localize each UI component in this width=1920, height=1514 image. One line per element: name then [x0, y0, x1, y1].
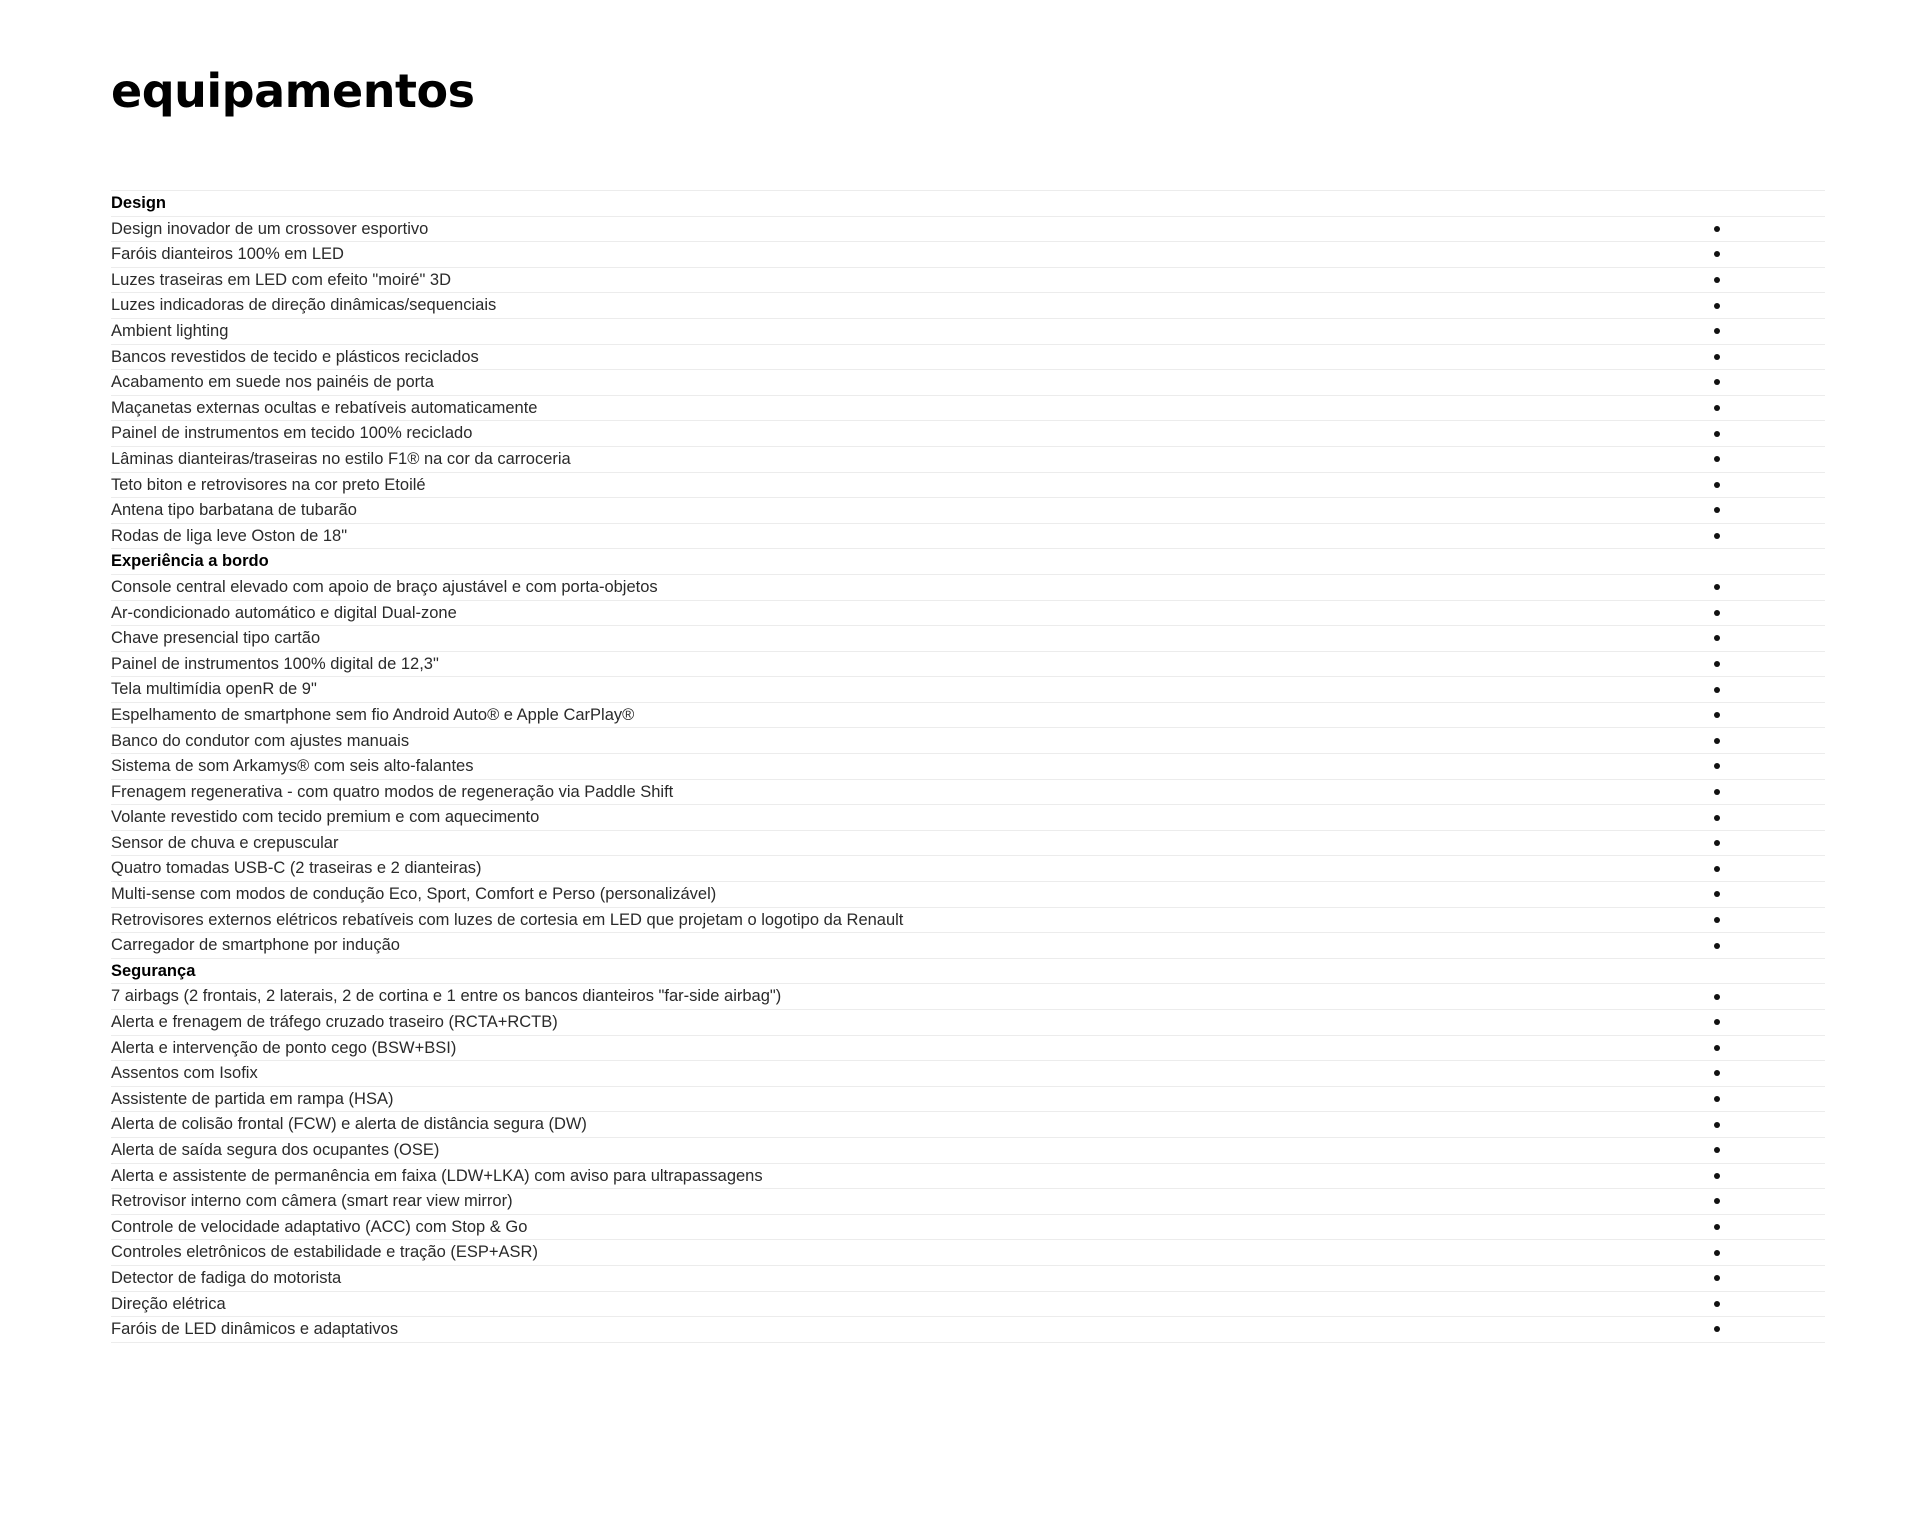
page-title: equipamentos — [111, 64, 475, 118]
table-row — [111, 268, 1825, 294]
availability-bullet-icon — [1714, 661, 1720, 667]
availability-bullet-icon — [1714, 431, 1720, 437]
feature-label: Painel de instrumentos 100% digital de 12,3" — [111, 654, 439, 673]
availability-bullet-icon — [1714, 507, 1720, 513]
section-heading-label: Segurança — [111, 961, 196, 980]
feature-label: Banco do condutor com ajustes manuais — [111, 731, 410, 750]
feature-label: Volante revestido com tecido premium e com aquecimento — [111, 808, 540, 827]
availability-bullet-icon — [1714, 891, 1720, 897]
table-row — [111, 370, 1825, 396]
feature-label: Ambient lighting — [111, 322, 229, 341]
availability-bullet-icon — [1714, 1096, 1720, 1102]
availability-bullet-icon — [1714, 610, 1720, 616]
availability-bullet-icon — [1714, 1147, 1720, 1153]
availability-bullet-icon — [1714, 584, 1720, 590]
table-row — [111, 1292, 1825, 1318]
availability-bullet-icon — [1714, 635, 1720, 641]
feature-label: Faróis dianteiros 100% em LED — [111, 245, 344, 264]
table-row — [111, 345, 1825, 371]
table-row — [111, 1112, 1825, 1138]
availability-bullet-icon — [1714, 840, 1720, 846]
feature-label: Alerta e frenagem de tráfego cruzado traseiro (RCTA+RCTB) — [111, 1013, 558, 1032]
feature-label: Alerta de colisão frontal (FCW) e alerta de distância segura (DW) — [111, 1115, 587, 1134]
availability-bullet-icon — [1714, 763, 1720, 769]
table-row — [111, 856, 1825, 882]
table-row — [111, 703, 1825, 729]
feature-label: Rodas de liga leve Oston de 18" — [111, 526, 348, 545]
feature-label: Luzes indicadoras de direção dinâmicas/sequenciais — [111, 296, 497, 315]
section-heading-label: Design — [111, 194, 167, 213]
table-row — [111, 831, 1825, 857]
availability-bullet-icon — [1714, 687, 1720, 693]
feature-label: Lâminas dianteiras/traseiras no estilo F1® na cor da carroceria — [111, 449, 571, 468]
feature-label: Alerta e assistente de permanência em faixa (LDW+LKA) com aviso para ultrapassagens — [111, 1166, 763, 1185]
feature-label: Alerta e intervenção de ponto cego (BSW+BSI) — [111, 1038, 457, 1057]
availability-bullet-icon — [1714, 1019, 1720, 1025]
availability-bullet-icon — [1714, 789, 1720, 795]
feature-label: Bancos revestidos de tecido e plásticos reciclados — [111, 347, 479, 366]
feature-label: Console central elevado com apoio de braço ajustável e com porta-objetos — [111, 577, 658, 596]
section-heading — [111, 549, 1825, 575]
feature-label: Faróis de LED dinâmicos e adaptativos — [111, 1320, 399, 1339]
table-row — [111, 1240, 1825, 1266]
availability-bullet-icon — [1714, 712, 1720, 718]
availability-bullet-icon — [1714, 328, 1720, 334]
feature-label: Sensor de chuva e crepuscular — [111, 833, 339, 852]
table-row — [111, 626, 1825, 652]
table-row — [111, 447, 1825, 473]
availability-bullet-icon — [1714, 1173, 1720, 1179]
table-row — [111, 524, 1825, 550]
feature-label: 7 airbags (2 frontais, 2 laterais, 2 de cortina e 1 entre os bancos dianteiros "far-side airbag") — [111, 987, 782, 1006]
availability-bullet-icon — [1714, 1250, 1720, 1256]
feature-label: Painel de instrumentos em tecido 100% reciclado — [111, 424, 473, 443]
availability-bullet-icon — [1714, 354, 1720, 360]
table-row — [111, 1317, 1825, 1343]
table-row — [111, 1138, 1825, 1164]
table-row — [111, 473, 1825, 499]
table-row — [111, 908, 1825, 934]
feature-label: Ar-condicionado automático e digital Dual-zone — [111, 603, 457, 622]
feature-label: Luzes traseiras em LED com efeito "moiré" 3D — [111, 270, 452, 289]
availability-bullet-icon — [1714, 1326, 1720, 1332]
table-row — [111, 293, 1825, 319]
feature-label: Antena tipo barbatana de tubarão — [111, 501, 357, 520]
section-heading — [111, 191, 1825, 217]
feature-label: Direção elétrica — [111, 1294, 226, 1313]
feature-label: Chave presencial tipo cartão — [111, 629, 321, 648]
feature-label: Retrovisores externos elétricos rebatíveis com luzes de cortesia em LED que projetam o logotipo da Renault — [111, 910, 904, 929]
table-row — [111, 677, 1825, 703]
availability-bullet-icon — [1714, 943, 1720, 949]
feature-label: Carregador de smartphone por indução — [111, 936, 400, 955]
table-row — [111, 933, 1825, 959]
availability-bullet-icon — [1714, 482, 1720, 488]
availability-bullet-icon — [1714, 994, 1720, 1000]
availability-bullet-icon — [1714, 379, 1720, 385]
feature-label: Espelhamento de smartphone sem fio Android Auto® e Apple CarPlay® — [111, 705, 635, 724]
availability-bullet-icon — [1714, 1301, 1720, 1307]
availability-bullet-icon — [1714, 277, 1720, 283]
table-row — [111, 319, 1825, 345]
table-row — [111, 498, 1825, 524]
feature-label: Quatro tomadas USB-C (2 traseiras e 2 dianteiras) — [111, 859, 482, 878]
table-row — [111, 780, 1825, 806]
table-row — [111, 652, 1825, 678]
table-row — [111, 1189, 1825, 1215]
table-row — [111, 984, 1825, 1010]
table-row — [111, 1036, 1825, 1062]
availability-bullet-icon — [1714, 251, 1720, 257]
section-heading — [111, 959, 1825, 985]
feature-label: Controles eletrônicos de estabilidade e tração (ESP+ASR) — [111, 1243, 538, 1262]
feature-label: Retrovisor interno com câmera (smart rear view mirror) — [111, 1192, 513, 1211]
feature-label: Acabamento em suede nos painéis de porta — [111, 373, 434, 392]
availability-bullet-icon — [1714, 917, 1720, 923]
table-row — [111, 805, 1825, 831]
table-row — [111, 728, 1825, 754]
feature-label: Design inovador de um crossover esportivo — [111, 219, 429, 238]
availability-bullet-icon — [1714, 1045, 1720, 1051]
feature-label: Tela multimídia openR de 9" — [111, 680, 317, 699]
table-row — [111, 217, 1825, 243]
table-row — [111, 882, 1825, 908]
feature-label: Assistente de partida em rampa (HSA) — [111, 1089, 394, 1108]
feature-label: Teto biton e retrovisores na cor preto Etoilé — [111, 475, 426, 494]
availability-bullet-icon — [1714, 1224, 1720, 1230]
equipment-table — [111, 190, 1825, 1343]
availability-bullet-icon — [1714, 866, 1720, 872]
availability-bullet-icon — [1714, 533, 1720, 539]
table-row — [111, 1266, 1825, 1292]
availability-bullet-icon — [1714, 405, 1720, 411]
feature-label: Sistema de som Arkamys® com seis alto-falantes — [111, 757, 474, 776]
table-row — [111, 396, 1825, 422]
section-heading-label: Experiência a bordo — [111, 552, 269, 571]
availability-bullet-icon — [1714, 303, 1720, 309]
availability-bullet-icon — [1714, 226, 1720, 232]
table-row — [111, 1215, 1825, 1241]
feature-label: Alerta de saída segura dos ocupantes (OSE) — [111, 1141, 440, 1160]
table-row — [111, 1061, 1825, 1087]
feature-label: Detector de fadiga do motorista — [111, 1268, 342, 1287]
feature-label: Maçanetas externas ocultas e rebatíveis automaticamente — [111, 398, 538, 417]
availability-bullet-icon — [1714, 1070, 1720, 1076]
table-row — [111, 754, 1825, 780]
table-row — [111, 1164, 1825, 1190]
availability-bullet-icon — [1714, 815, 1720, 821]
table-row — [111, 421, 1825, 447]
availability-bullet-icon — [1714, 738, 1720, 744]
table-row — [111, 242, 1825, 268]
table-row — [111, 1010, 1825, 1036]
availability-bullet-icon — [1714, 1198, 1720, 1204]
feature-label: Frenagem regenerativa - com quatro modos de regeneração via Paddle Shift — [111, 782, 674, 801]
table-row — [111, 575, 1825, 601]
availability-bullet-icon — [1714, 1122, 1720, 1128]
availability-bullet-icon — [1714, 456, 1720, 462]
table-row — [111, 1087, 1825, 1113]
feature-label: Assentos com Isofix — [111, 1064, 258, 1083]
availability-bullet-icon — [1714, 1275, 1720, 1281]
table-row — [111, 601, 1825, 627]
feature-label: Multi-sense com modos de condução Eco, Sport, Comfort e Perso (personalizável) — [111, 885, 717, 904]
feature-label: Controle de velocidade adaptativo (ACC) com Stop & Go — [111, 1217, 528, 1236]
